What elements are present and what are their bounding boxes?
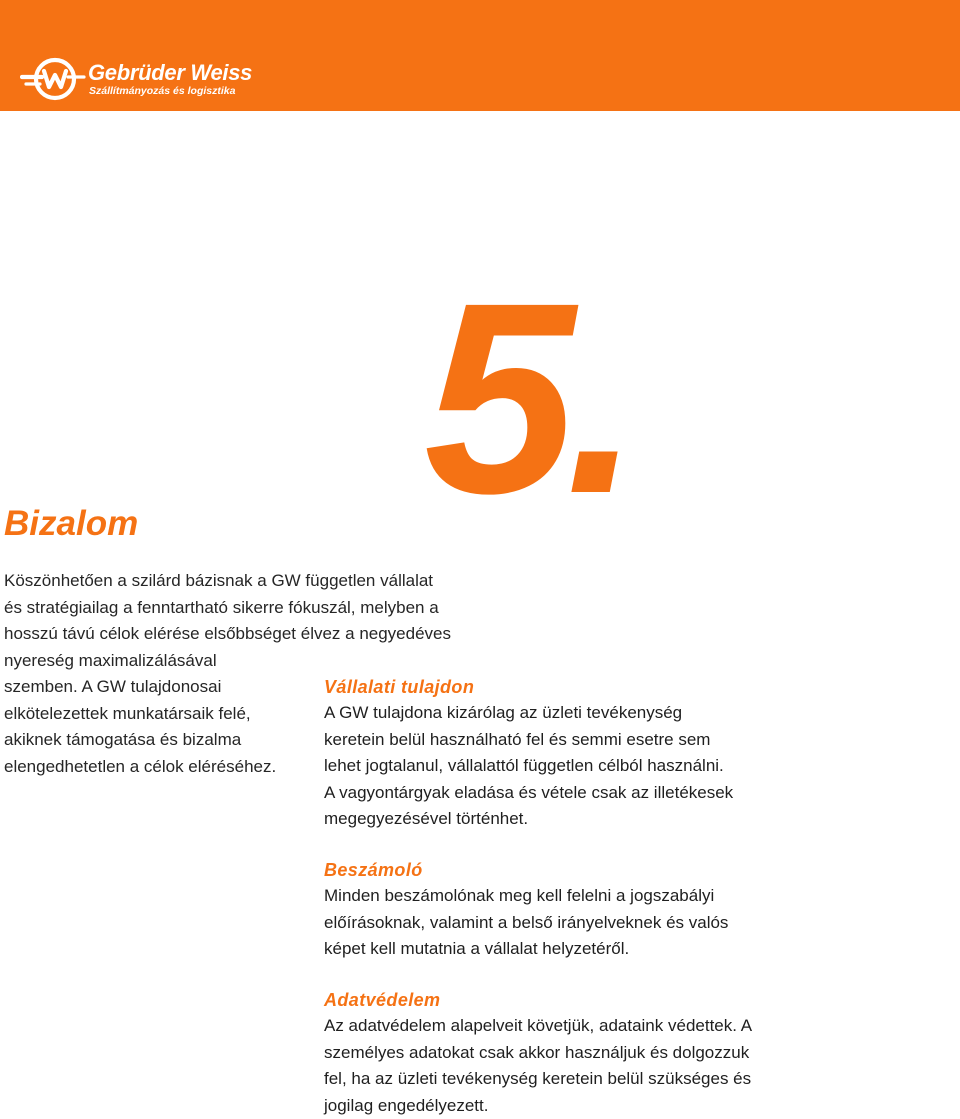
intro-line: és stratégiailag a fenntartható sikerre fókuszál, melyben a [4,595,474,622]
intro-line: akiknek támogatása és bizalma [4,727,474,754]
intro-line: Köszönhetően a szilárd bázisnak a GW független vállalat [4,568,474,595]
section-line: Az adatvédelem alapelveit követjük, adataink védettek. A [324,1013,884,1040]
header-bar [0,0,960,111]
intro-line: elkötelezettek munkatársaik felé, [4,701,474,728]
page-title: Bizalom [4,503,138,545]
section-body [324,1013,884,1119]
section-heading: Beszámoló [324,857,884,883]
logo-text [88,62,252,97]
section-line: lehet jogtalanul, vállalattól független célból használni. [324,753,884,780]
section-line: személyes adatokat csak akkor használjuk és dolgozzuk [324,1040,884,1067]
section-line: keretein belül használható fel és semmi esetre sem [324,727,884,754]
section-body [324,700,884,833]
intro-line: szemben. A GW tulajdonosai [4,674,474,701]
section-line: A vagyontárgyak eladása és vétele csak az illetékesek [324,780,884,807]
section-line: Minden beszámolónak meg kell felelni a jogszabályi [324,883,884,910]
logo-name: Gebrüder Weiss [88,62,252,84]
section-line: jogilag engedélyezett. [324,1093,884,1119]
logo-tagline: Szállítmányozás és logisztika [89,86,252,97]
chapter-number: 5. [424,262,631,534]
section-body [324,883,884,963]
intro-line: elengedhetetlen a célok eléréséhez. [4,754,474,781]
gw-logo-icon [20,56,86,102]
section-heading: Adatvédelem [324,987,884,1013]
section-line: megegyezésével történhet. [324,806,884,833]
intro-line: hosszú távú célok elérése elsőbbséget élvez a negyedéves [4,621,474,648]
section-data-protection [324,987,884,1119]
intro-line: nyereség maximalizálásával [4,648,474,675]
section-line: képet kell mutatnia a vállalat helyzetéről. [324,936,884,963]
section-heading: Vállalati tulajdon [324,674,884,700]
company-logo [20,56,252,102]
section-reporting [324,857,884,963]
section-line: előírásoknak, valamint a belső irányelveknek és valós [324,910,884,937]
section-line: A GW tulajdona kizárólag az üzleti tevékenység [324,700,884,727]
section-corporate-property [324,674,884,833]
section-line: fel, ha az üzleti tevékenység keretein belül szükséges és [324,1066,884,1093]
